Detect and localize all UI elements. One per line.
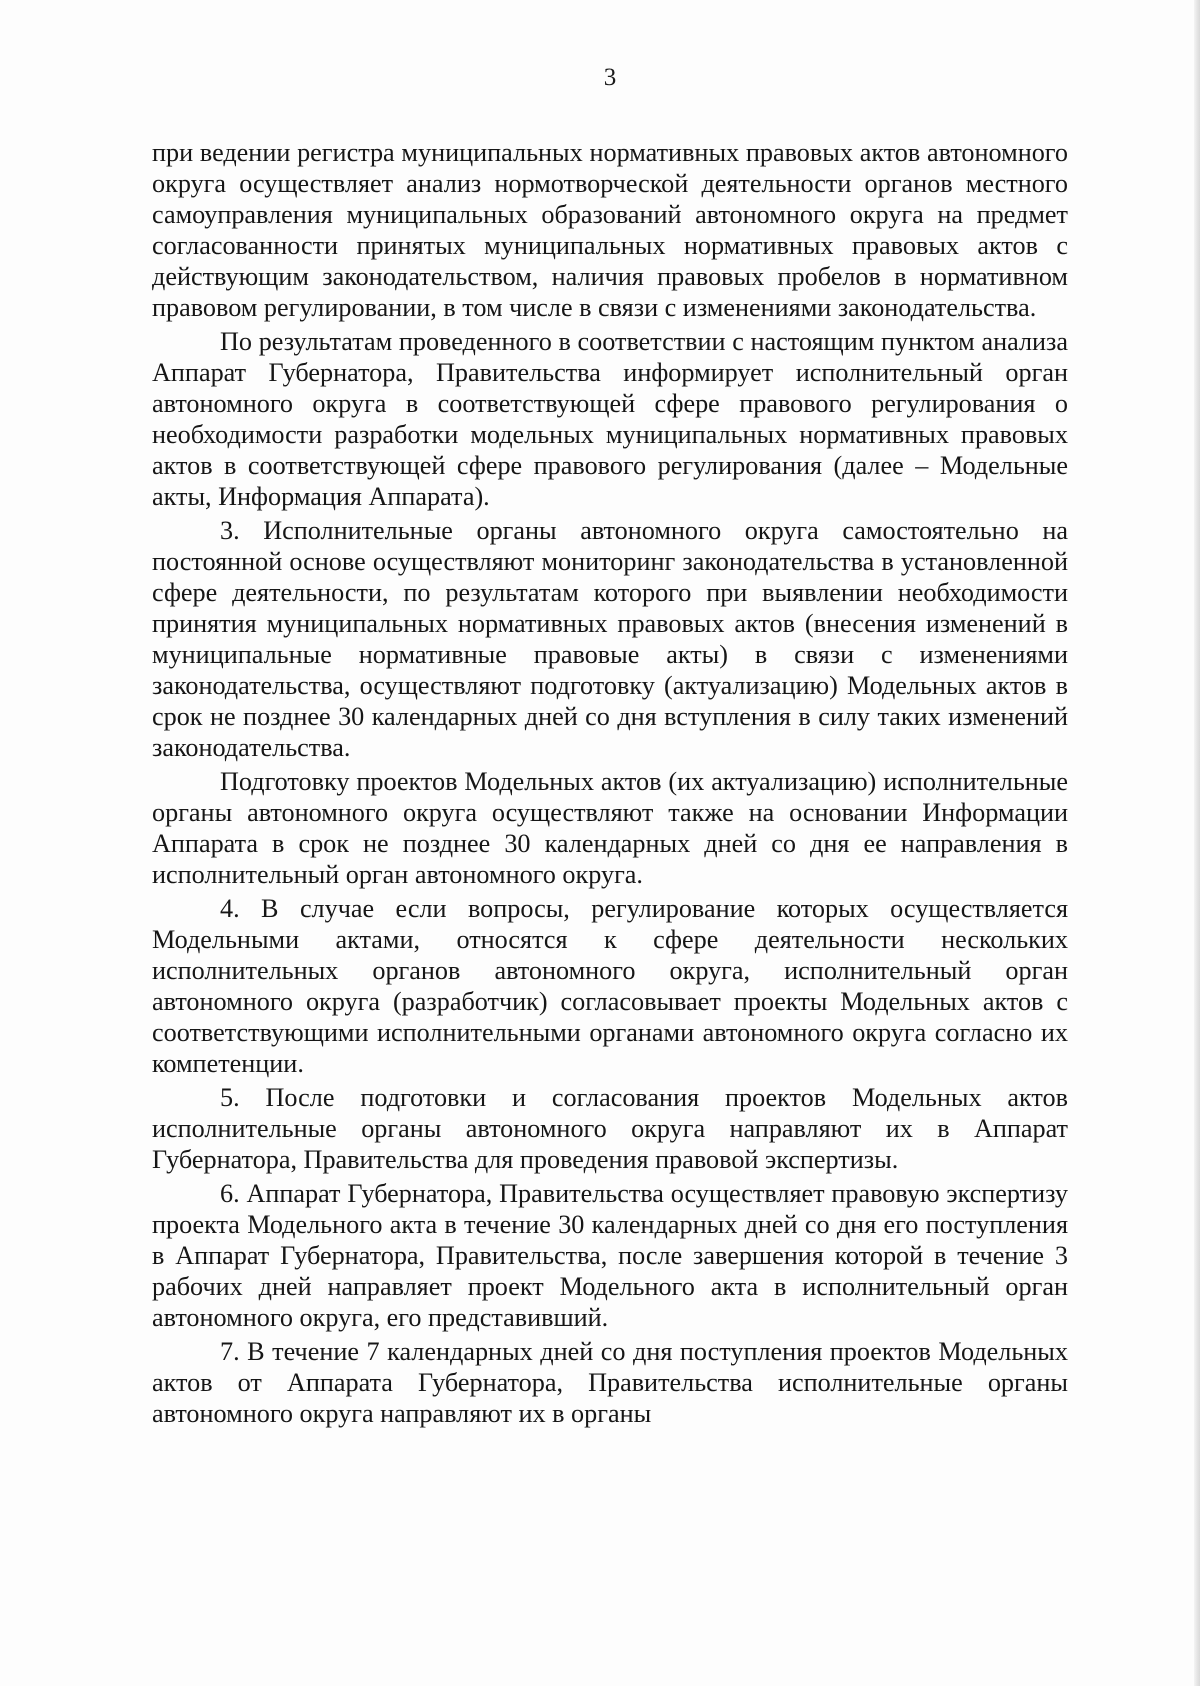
paragraph-item-3: 3. Исполнительные органы автономного округа самостоятельно на постоянной основе осуществляют мониторинг законодательства в установленной сфере деятельности, по результатам которого при выявлении необходимости принятия муниципальных нормативных правовых актов (внесения изменений в муниципальные нормативные правовые акты) в связи с изменениями законодательства, осуществляют подготовку (актуализацию) Модельных актов в срок не позднее 30 календарных дней со дня вступления в силу таких изменений законодательства. (152, 516, 1068, 762)
page-number: 3 (603, 64, 617, 91)
paragraph-item-4: 4. В случае если вопросы, регулирование которых осуществляется Модельными актами, относятся к сфере деятельности нескольких исполнительных органов автономного округа, исполнительный орган автономного округа (разработчик) согласовывает проекты Модельных актов с соответствующими исполнительными органами автономного округа согласно их компетенции. (152, 894, 1068, 1078)
scan-edge-shadow (1194, 0, 1200, 1686)
paragraph-continuation: при ведении регистра муниципальных нормативных правовых актов автономного округа осуществляет анализ нормотворческой деятельности органов местного самоуправления муниципальных образований автономного округа на предмет согласованности принятых муниципальных нормативных правовых актов с действующим законодательством, наличия правовых пробелов в нормативном правовом регулировании, в том числе в связи с изменениями законодательства. (152, 138, 1068, 322)
paragraph-analysis-results: По результатам проведенного в соответствии с настоящим пунктом анализа Аппарат Губернатора, Правительства информирует исполнительный орган автономного округа в соответствующей сфере правового регулирования о необходимости разработки модельных муниципальных нормативных правовых актов в соответствующей сфере правового регулирования (далее – Модельные акты, Информация Аппарата). (152, 327, 1068, 511)
paragraph-item-6: 6. Аппарат Губернатора, Правительства осуществляет правовую экспертизу проекта Модельного акта в течение 30 календарных дней со дня его поступления в Аппарат Губернатора, Правительства, после завершения которой в течение 3 рабочих дней направляет проект Модельного акта в исполнительный орган автономного округа, его представивший. (152, 1179, 1068, 1332)
document-body (152, 137, 1068, 1432)
paragraph-item-3-preparation: Подготовку проектов Модельных актов (их актуализацию) исполнительные органы автономного округа осуществляют также на основании Информации Аппарата в срок не позднее 30 календарных дней со дня ее направления в исполнительный орган автономного округа. (152, 767, 1068, 889)
paragraph-item-5: 5. После подготовки и согласования проектов Модельных актов исполнительные органы автономного округа направляют их в Аппарат Губернатора, Правительства для проведения правовой экспертизы. (152, 1083, 1068, 1174)
paragraph-item-7: 7. В течение 7 календарных дней со дня поступления проектов Модельных актов от Аппарата Губернатора, Правительства исполнительные органы автономного округа направляют их в органы (152, 1337, 1068, 1428)
